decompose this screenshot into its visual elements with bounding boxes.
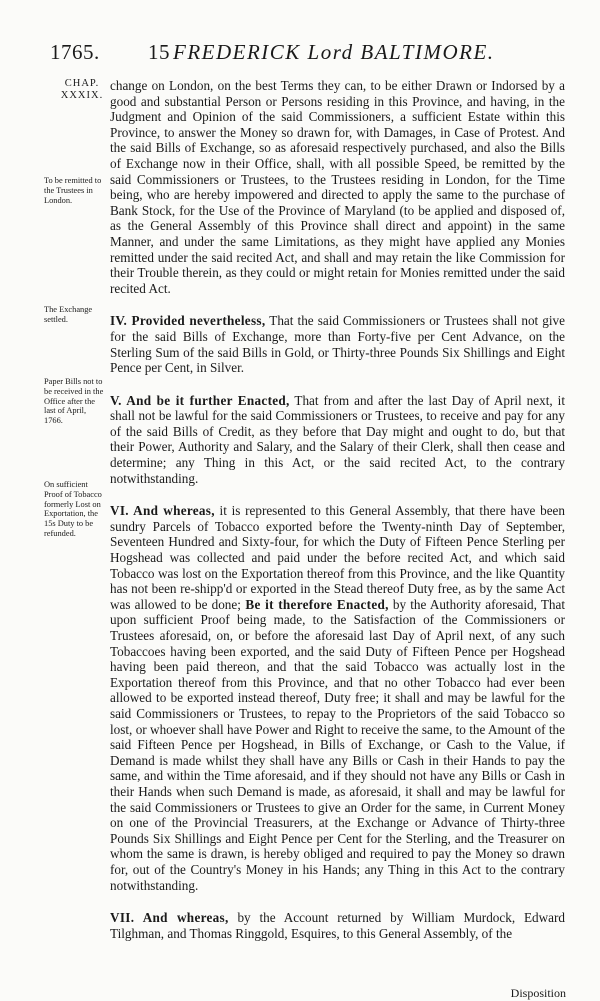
section-iv	[110, 313, 565, 375]
section-heading: V. And be it further Enacted,	[110, 392, 290, 408]
paragraph-text: That from and after the last Day of April next, it shall not be lawful for the said Commissioners or Trustees, to receive and pay for any of the said Bills of Credit, as they before that Day might and ought to do, but that their Power, Authority and Salary, and the Salary of their Clerk, shall then cease and determine; any Thing in this Act, or the said recited Act, to the contrary notwithstanding.	[110, 392, 565, 486]
margin-note-exchange: The Exchange settled.	[44, 305, 93, 324]
margin-note-paper-bills: Paper Bills not to be received in the Office after the last of April, 1766.	[44, 377, 104, 426]
body-text	[110, 78, 565, 941]
paragraph-text: by the Authority aforesaid, That upon sufficient Proof being made, to the Satisfaction of the Commissioners or Trustees aforesaid, on, or before the aforesaid last Day of April next, of any such Tobaccoes having been exported, and the said Duty of Fifteen Pence per Hogshead having been paid thereon, and that the said Tobacco was actually lost in the Exportation thereof from this Province, and that no other Tobacco had ever been allowed to be exported instead thereof, Duty free; it shall and may be lawful for the said Commissioners or Trustees, to repay to the Proprietors of the said Tobacco so lost, or whoever shall have Power and Right to receive the same, to the Amount of the said Fifteen Pence per Hogshead, in Bills of Exchange, or Cash to the Value, if Demand is made whilst they shall have any Bills or Cash in their Hands to pay the same, and within the Time aforesaid, and if they should not have any Bills or Cash in their Hands when such Demand is made, as aforesaid, it shall and may be lawful for the said Commissioners or Trustees to give an Order for the same, in Current Money on one of the Provincial Treasurers, at the Exchange or Advance of Thirty-three Pounds Six Shillings and Eight Pence per Cent for the Sterling, and the Treasurer on whom the same is drawn, is hereby obliged and required to pay the Money so drawn for, out of the Country's Money in his Hands; any Thing in this Act to the contrary notwithstanding.	[110, 596, 565, 893]
catchword: Disposition	[510, 986, 566, 1000]
enacting-clause: Be it therefore Enacted,	[240, 596, 389, 612]
margin-note-remit: To be remitted to the Trustees in London.	[44, 176, 102, 205]
section-vi	[110, 503, 565, 893]
chapter-number: XXXIX.	[60, 90, 104, 101]
paragraph-text: change on London, on the best Terms they can, to be either Drawn or Indorsed by a good and substantial Person or Persons residing in this Province, and having, in the Judgment and Opinion of the said Commissioners, a sufficient Estate within this Province, to answer the Money so drawn for, with Damages, in Case of Protest. And the said Bills of Exchange, so as aforesaid respectively purchased, and also the Bills of Exchange now in their Office, shall, with all possible Speed, be remitted by the said Commissioners or Trustees, to the Trustees residing in London, for the Time being, who are hereby impowered and directed to apply the same to the purchase of Bank Stock, for the Use of the Province of Maryland (to be applied and disposed of, as the General Assembly of this Province shall direct and appoint) in the same Manner, and under the same Limitations, as they might have applied any Monies remitted under the said recited Act, and shall and may retain the like Commission for their Trouble therein, as they could or might retain for Monies remitted under the said recited Act.	[110, 78, 565, 296]
chapter-word: CHAP.	[64, 78, 100, 89]
section-heading: VI. And whereas,	[110, 503, 215, 519]
page-number: 15	[148, 40, 170, 64]
chapter-label	[58, 78, 106, 102]
margin-note-tobacco: On sufficient Proof of Tobacco formerly Lost on Exportation, the 15s Duty to be refunded.	[44, 480, 102, 538]
section-heading: IV. Provided nevertheless,	[110, 313, 266, 329]
section-heading: VII. And whereas,	[110, 910, 229, 926]
paragraph-text: That the said Commissioners or Trustees shall not give for the said Bills of Exchange, more than Forty-five per Cent Advance, on the Sterling Sum of the said Bills in Gold, or Thirty-three Pounds Six Shillings and Eight Pence per Cent, in Silver.	[110, 313, 565, 376]
header-year: 1765.	[50, 40, 100, 64]
paragraph-text: it is represented to this General Assembly, that there have been sundry Parcels of Tobacco exported before the Twenty-ninth Day of September, Seventeen Hundred and Sixty-four, for which the Duty of Fifteen Pence Sterling per Hogshead was collected and paid under the before recited Act, and which said Tobacco was lost on the Exportation thereof from this Province, and the like Quantity has not been re-shipp'd or exported in the Stead thereof Duty free, as by the same Act was allowed to be done;	[110, 503, 565, 612]
running-title: FREDERICK Lord BALTIMORE.	[173, 40, 495, 64]
paragraph-continuation	[110, 78, 565, 296]
section-v	[110, 393, 565, 487]
paragraph-text: by the Account returned by William Murdock, Edward Tilghman, and Thomas Ringgold, Esquires, to this General Assembly, of the	[110, 910, 565, 941]
section-vii	[110, 910, 565, 941]
